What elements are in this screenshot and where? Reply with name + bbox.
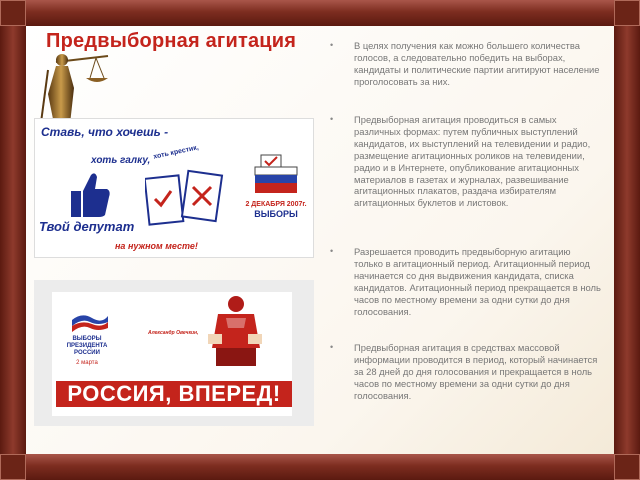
poster-date: 2 ДЕКАБРЯ 2007г.	[245, 201, 307, 208]
frame-bottom	[0, 454, 640, 480]
poster-vybory: ВЫБОРЫ	[254, 209, 298, 219]
bullet-item	[330, 246, 602, 317]
ballot-papers-icon	[145, 169, 225, 229]
frame-left	[0, 0, 26, 480]
poster-slogan: хоть крестик,	[152, 144, 200, 161]
bullet-text: Разрешается проводить предвыборную агитацию только в агитационный период. Агитационный период начинается со дня выдвижения кандидата, списка кандидатов. Агитационный период прекращается в ноль часов по местному времени за одни сутки до дня голосования.	[354, 246, 601, 317]
bullet-dot-icon: •	[330, 40, 334, 50]
campaign-poster-russia-forward	[34, 280, 314, 426]
poster-banner: РОССИЯ, ВПЕРЕД!	[56, 381, 292, 407]
ballot-box-icon	[251, 149, 301, 195]
bullet-text: Предвыборная агитация проводиться в самых различных формах: путем публичных выступлений кандидатов, их выступлений на телевидении и радио, размещение агитационных роликов на телевидении, радио и в Интернете, опубликование агитационных материалов в газетах и журналах, развешивание агитационных плакатов, раздача избирателям агитационных буклетов и листовок.	[354, 114, 591, 209]
poster-slogan: Твой депутат	[39, 219, 135, 234]
poster-slogan: Ставь, что хочешь -	[41, 125, 169, 139]
poster-election-label: ВЫБОРЫ ПРЕЗИДЕНТА РОССИИ	[66, 336, 108, 356]
flag-wave-icon	[70, 312, 110, 334]
frame-corner	[614, 454, 640, 480]
campaign-poster-deputy	[34, 118, 314, 258]
slide-title: Предвыборная агитация	[46, 30, 297, 52]
hockey-player-image	[202, 294, 268, 368]
thumbs-up-icon	[65, 169, 111, 219]
frame-corner	[0, 0, 26, 26]
frame-right	[614, 0, 640, 480]
bullet-item	[330, 342, 602, 402]
bullet-item	[330, 114, 602, 209]
poster-slogan: хоть галку,	[91, 155, 151, 166]
poster-player-name: Александр Овечкин,	[148, 330, 199, 336]
frame-corner	[614, 0, 640, 26]
frame-top	[0, 0, 640, 26]
poster-slogan: на нужном месте!	[115, 241, 198, 251]
frame-corner	[0, 454, 26, 480]
poster-date: 2 марта	[76, 360, 98, 366]
bullet-dot-icon: •	[330, 114, 334, 124]
bullet-item	[330, 40, 602, 88]
bullet-text: В целях получения как можно большего количества голосов, а следовательно победить на выборах, кандидаты и политические партии агитируют население проголосовать за них.	[354, 40, 600, 87]
bullet-text: Предвыборная агитация в средствах массовой информации проводится в период, который начинается за 28 дней до дня голосования и прекращается в ноль часов по местному времени за одни сутки до дня голосования.	[354, 342, 598, 401]
bullet-dot-icon: •	[330, 342, 334, 352]
bullet-dot-icon: •	[330, 246, 334, 256]
